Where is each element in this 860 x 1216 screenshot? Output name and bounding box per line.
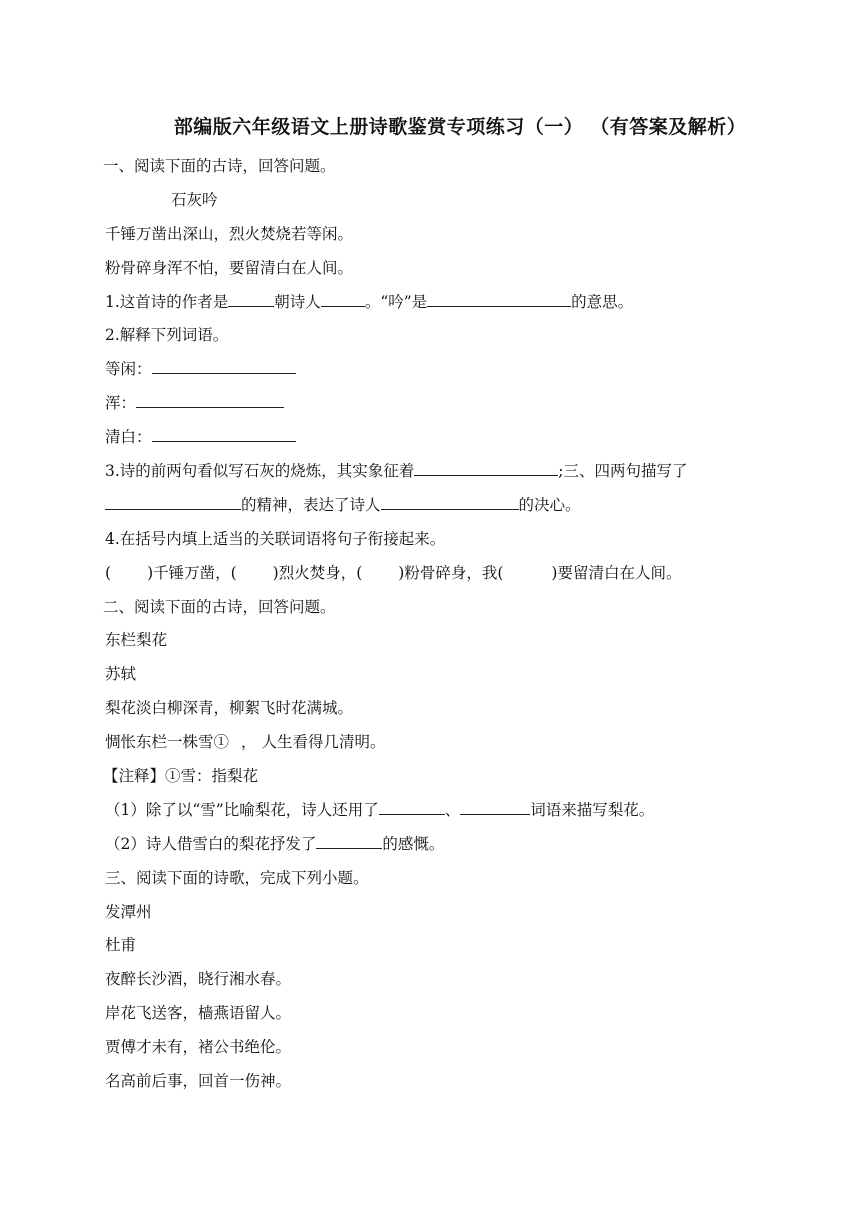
q1-blank-dynasty[interactable]	[228, 291, 274, 307]
q4-text-2: )烈火焚身，(	[272, 563, 363, 582]
section3-line4: 名高前后事，回首一伤神。	[105, 1072, 292, 1091]
section2-poem-line2	[105, 726, 765, 760]
word-dengxian-label: 等闲：	[105, 360, 152, 379]
q1-text-d: 的意思。	[571, 292, 634, 311]
s2q1-text-a: （1）除了以“雪”比喻梨花，诗人还用了	[105, 800, 379, 819]
word-qingbai	[105, 421, 765, 455]
s2q2-blank[interactable]	[316, 833, 382, 849]
section2-poem-title: 东栏梨花	[105, 631, 168, 650]
word-hun-label: 浑：	[105, 394, 137, 413]
word-qingbai-label: 清白：	[105, 428, 152, 447]
word-dengxian	[105, 353, 765, 387]
q4-text-1: )千锤万凿，(	[147, 563, 237, 582]
section3-line2: 岸花飞送客，樯燕语留人。	[105, 1004, 292, 1023]
q1-blank-meaning[interactable]	[427, 291, 571, 307]
q3-blank-symbol[interactable]	[414, 460, 558, 476]
q3-blank-resolve[interactable]	[381, 494, 519, 510]
section3-poem-title: 发潭州	[105, 902, 152, 921]
section2-poem-line2a: 惆怅东栏一株雪①	[105, 733, 230, 752]
s2q1-blank-1[interactable]	[379, 799, 445, 815]
document-body	[105, 150, 765, 1099]
q3-text-a: 3.诗的前两句看似写石灰的烧炼，其实象征着	[105, 462, 415, 481]
section1-heading: 一、阅读下面的古诗，回答问题。	[103, 157, 336, 175]
s2q1-text-b: 、	[444, 800, 461, 819]
q1-text-c: 。“吟”是	[364, 292, 428, 311]
section2-author: 苏轼	[105, 665, 137, 684]
section2-question2	[105, 828, 765, 862]
q3-text-d: 的决心。	[518, 495, 581, 514]
section2-heading: 二、阅读下面的古诗，回答问题。	[103, 597, 336, 616]
section1-question4-sentence	[105, 557, 765, 591]
page-title: 部编版六年级语文上册诗歌鉴赏专项练习（一） （有答案及解析）	[173, 116, 747, 138]
q3-text-c: 的精神，表达了诗人	[241, 495, 381, 514]
section1-question3-line1	[105, 455, 765, 489]
word-hun	[105, 387, 765, 421]
section1-question1	[105, 286, 765, 320]
word-dengxian-blank[interactable]	[152, 358, 296, 374]
word-hun-blank[interactable]	[136, 392, 284, 408]
s2q2-text-a: （2）诗人借雪白的梨花抒发了	[105, 834, 317, 853]
q3-blank-spirit[interactable]	[105, 494, 241, 510]
q3-text-b: ;三、四两句描写了	[558, 462, 688, 481]
section3-line3: 贾傅才未有，褚公书绝伦。	[105, 1038, 292, 1057]
section2-poem-line2b: ， 人生看得几清明。	[241, 733, 386, 752]
q4-text-3: )粉骨碎身，我(	[398, 563, 504, 582]
section1-question2: 2.解释下列词语。	[105, 326, 229, 345]
section3-heading: 三、阅读下面的诗歌，完成下列小题。	[105, 868, 369, 887]
q1-text-a: 1.这首诗的作者是	[105, 292, 229, 311]
section3-author: 杜甫	[105, 936, 137, 955]
section3-line1: 夜醉长沙酒，晓行湘水春。	[105, 970, 292, 989]
section1-poem-line2: 粉骨碎身浑不怕，要留清白在人间。	[105, 258, 354, 277]
section1-poem-line1: 千锤万凿出深山，烈火焚烧若等闲。	[105, 224, 354, 243]
section2-note: 【注释】①雪：指梨花	[103, 767, 259, 786]
q4-paren-open: (	[105, 563, 112, 582]
q4-text-4: )要留清白在人间。	[551, 563, 682, 582]
section2-poem-line1: 梨花淡白柳深青，柳絮飞时花满城。	[105, 699, 354, 718]
s2q1-blank-2[interactable]	[460, 799, 530, 815]
s2q2-text-b: 的感慨。	[382, 834, 445, 853]
section1-question3-line2	[105, 489, 765, 523]
section1-poem-title: 石灰吟	[171, 190, 218, 209]
word-qingbai-blank[interactable]	[152, 426, 296, 442]
q1-text-b: 朝诗人	[274, 292, 321, 311]
s2q1-text-c: 词语来描写梨花。	[530, 800, 655, 819]
section2-question1	[105, 794, 765, 828]
q1-blank-author[interactable]	[321, 291, 365, 307]
section1-question4: 4.在括号内填上适当的关联词语将句子衔接起来。	[105, 529, 446, 548]
